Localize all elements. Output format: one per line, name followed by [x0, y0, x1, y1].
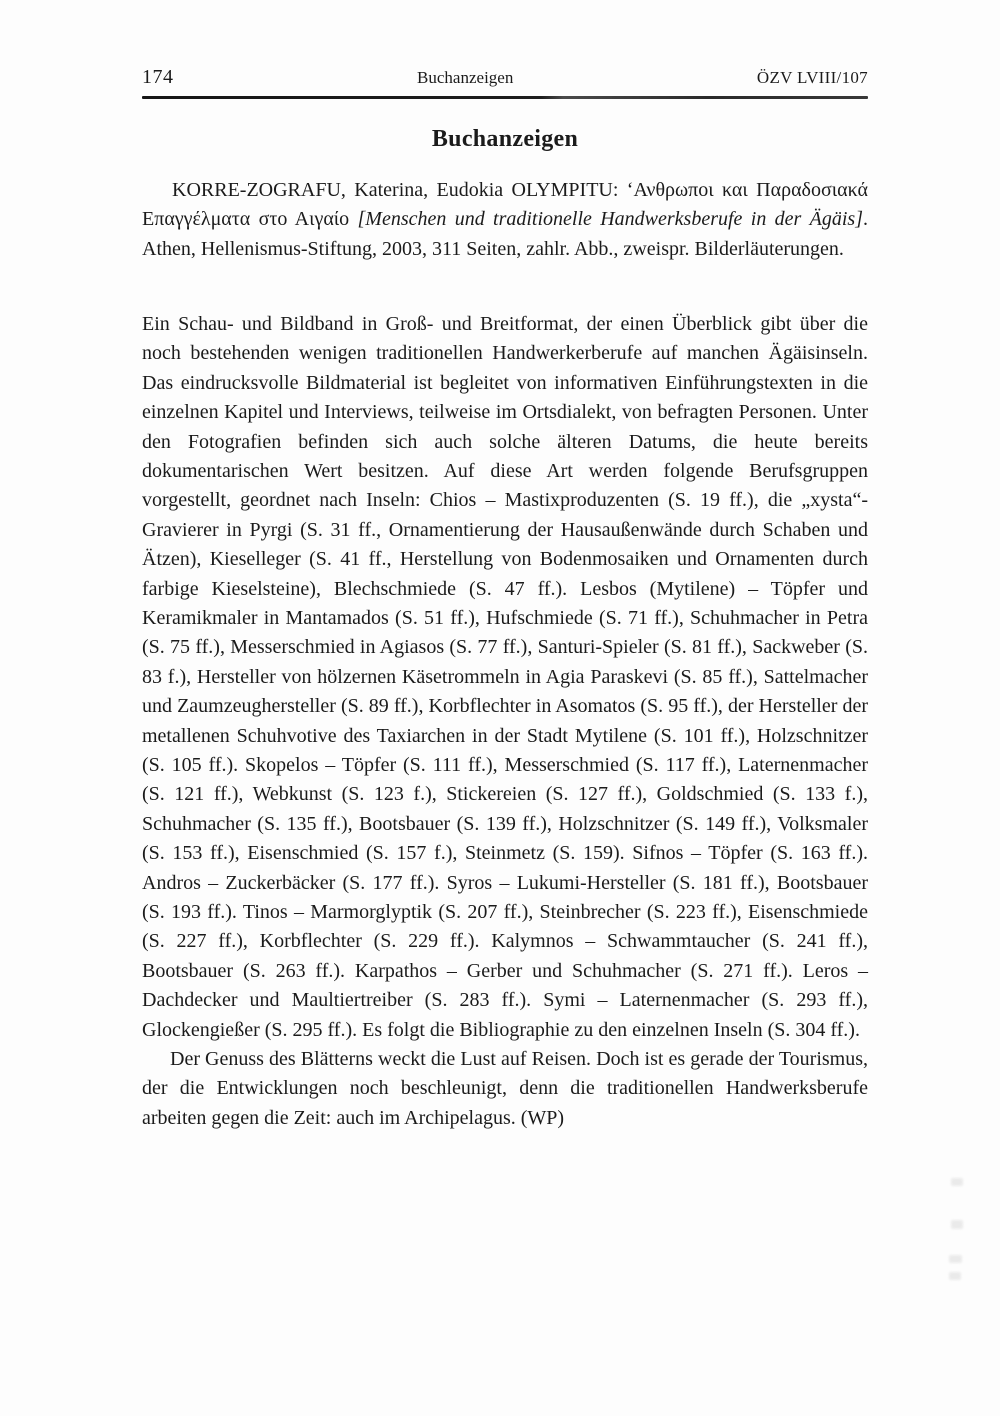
bibliography-publication: . Athen, Hellenismus-Stiftung, 2003, 311 Seiten, zahlr. Abb., zweispr. Bilderläuterungen. [142, 208, 868, 260]
scan-artifact [949, 1272, 961, 1280]
scan-artifact [951, 1178, 963, 1186]
section-title: Buchanzeigen [431, 126, 579, 152]
page-number: 174 [142, 66, 174, 88]
page-header [142, 66, 868, 96]
journal-reference: ÖZV LVIII/107 [756, 68, 868, 87]
header-divider-rule [142, 96, 868, 99]
bibliography-author-title: KORRE-ZOGRAFU, Katerina, Eudokia OLYMPITU: ‘Ανθρωποι και Παραδοσιακά Επαγγέλματα στο Αιγαίο [142, 179, 868, 231]
scan-artifact [951, 1220, 963, 1229]
scan-artifact [949, 1255, 962, 1263]
bibliography-translation: [Menschen und traditionelle Handwerksberufe in der Ägäis] [357, 208, 863, 231]
closing-paragraph: Der Genuss des Blätterns weckt die Lust auf Reisen. Doch ist es gerade der Tourismus, der die Entwicklungen noch beschleunigt, denn die traditionellen Handwerksberufe arbeiten gegen die Zeit: auch im Archipelagus. (WP) [142, 1048, 868, 1129]
review-paragraph: Ein Schau- und Bildband in Groß- und Breitformat, der einen Überblick gibt über die noch bestehenden wenigen traditionellen Handwerkerberufe auf manchen Ägäisinseln. Das eindrucksvolle Bildmaterial ist begleitet von informativen Einführungstexten in die einzelnen Kapitel und Interviews, teilweise im Ortsdialekt, von befragten Personen. Unter den Fotografien befinden sich auch solche älteren Datums, die heute bereits dokumentarischen Wert besitzen. Auf diese Art werden folgende Berufsgruppen vorgestellt, geordnet nach Inseln: Chios – Mastixproduzenten (S. 19 ff.), die „xysta“-Gravierer in Pyrgi (S. 31 ff., Ornamentierung der Hausaußenwände durch Schaben und Ätzen), Kieselleger (S. 41 ff., Herstellung von Bodenmosaiken und Ornamenten durch farbige Kieselsteine), Blechschmiede (S. 47 ff.). Lesbos (Mytilene) – Töpfer und Keramikmaler in Mantamados (S. 51 ff.), Hufschmiede (S. 71 ff.), Schuhmacher in Petra (S. 75 ff.), Messerschmied in Agiasos (S. 77 ff.), Santuri-Spieler (S. 81 ff.), Sackweber (S. 83 f.), Hersteller von hölzernen Käsetrommeln in Agia Paraskevi (S. 85 ff.), Sattelmacher und Zaumzeughersteller (S. 89 ff.), Korbflechter in Asomatos (S. 95 ff.), der Hersteller der metallenen Schuhvotive des Taxiarchen in der Stadt Mytilene (S. 101 ff.), Holzschnitzer (S. 105 ff.). Skopelos – Töpfer (S. 111 ff.), Messerschmied (S. 117 ff.), Laternenmacher (S. 121 ff.), Webkunst (S. 123 f.), Stickereien (S. 127 ff.), Goldschmied (S. 133 f.), Schuhmacher (S. 135 ff.), Bootsbauer (S. 139 ff.), Holzschnitzer (S. 149 ff.), Volksmaler (S. 153 ff.), Eisenschmied (S. 157 f.), Steinmetz (S. 159). Sifnos – Töpfer (S. 163 ff.). Andros – Zuckerbäcker (S. 177 ff.). Syros – Lukumi-Hersteller (S. 181 ff.), Bootsbauer (S. 193 ff.). Tinos – Marmorglyptik (S. 207 ff.), Steinbrecher (S. 223 ff.), Eisenschmiede (S. 227 ff.), Korbflechter (S. 229 ff.). Kalymnos – Schwammtaucher (S. 241 ff.), Bootsbauer (S. 263 ff.). Karpathos – Gerber und Schuhmacher (S. 271 ff.). Leros – Dachdecker und Maultiertreiber (S. 283 ff.). Symi – Laternenmacher (S. 293 ff.), Glockengießer (S. 295 ff.). Es folgt die Bibliographie zu den einzelnen Inseln (S. 304 ff.). [142, 312, 868, 1041]
running-title: Buchanzeigen [417, 68, 514, 87]
text-block [142, 66, 868, 1133]
bibliography-entry [142, 176, 868, 264]
